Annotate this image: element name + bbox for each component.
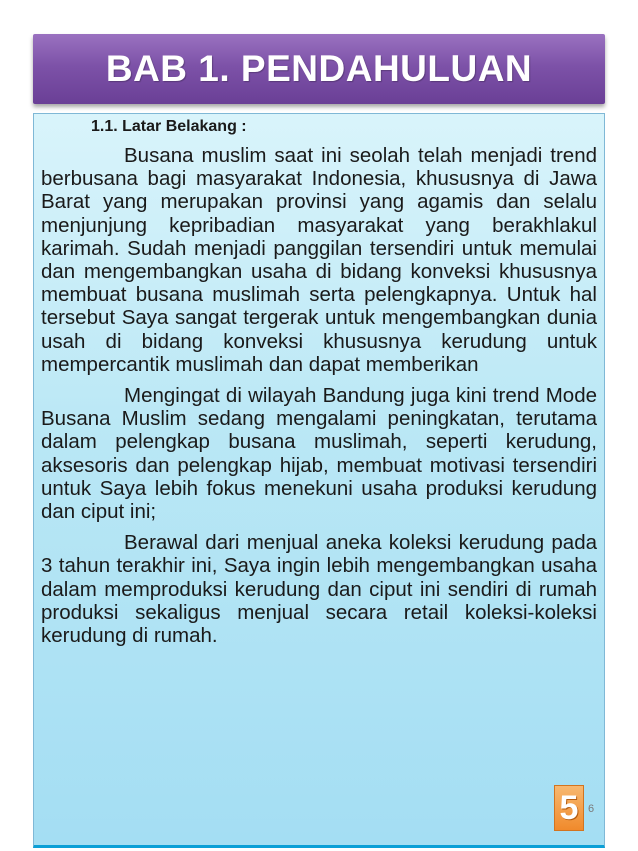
page-title: BAB 1. PENDAHULUAN: [105, 48, 533, 89]
page-number-badge-label: 5: [559, 789, 579, 827]
paragraph-3: Berawal dari menjual aneka koleksi kerudung pada 3 tahun terakhir ini, Saya ingin lebih mengembangkan usaha dalam memproduksi kerudung dan ciput ini sendiri di rumah produksi sekaligus menjual secara retail koleksi-koleksi kerudung di rumah.: [41, 531, 597, 648]
title-banner: [33, 34, 605, 104]
body-text: [41, 144, 597, 655]
paragraph-1: Busana muslim saat ini seolah telah menjadi trend berbusana bagi masyarakat Indonesia, khususnya di Jawa Barat yang merupakan provinsi yang agamis dan selalu menjunjung kepribadian masyarakat yang berakhlakul karimah. Sudah menjadi panggilan tersendiri untuk memulai dan mengembangkan usaha di bidang konveksi khususnya membuat busana muslimah serta pelengkapnya. Untuk hal tersebut Saya sangat tergerak untuk mengembangkan dunia usah di bidang konveksi khususnya kerudung untuk mempercantik muslimah dan dapat memberikan: [41, 144, 597, 376]
section-heading: 1.1. Latar Belakang :: [91, 118, 247, 135]
page-number-badge: [554, 785, 584, 831]
slide-number: 6: [588, 803, 595, 815]
paragraph-2: Mengingat di wilayah Bandung juga kini trend Mode Busana Muslim sedang mengalami peningkatan, terutama dalam pelengkap busana muslimah, seperti kerudung, aksesoris dan pelengkap hijab, membuat motivasi tersendiri untuk Saya lebih fokus menekuni usaha produksi kerudung dan ciput ini;: [41, 384, 597, 524]
